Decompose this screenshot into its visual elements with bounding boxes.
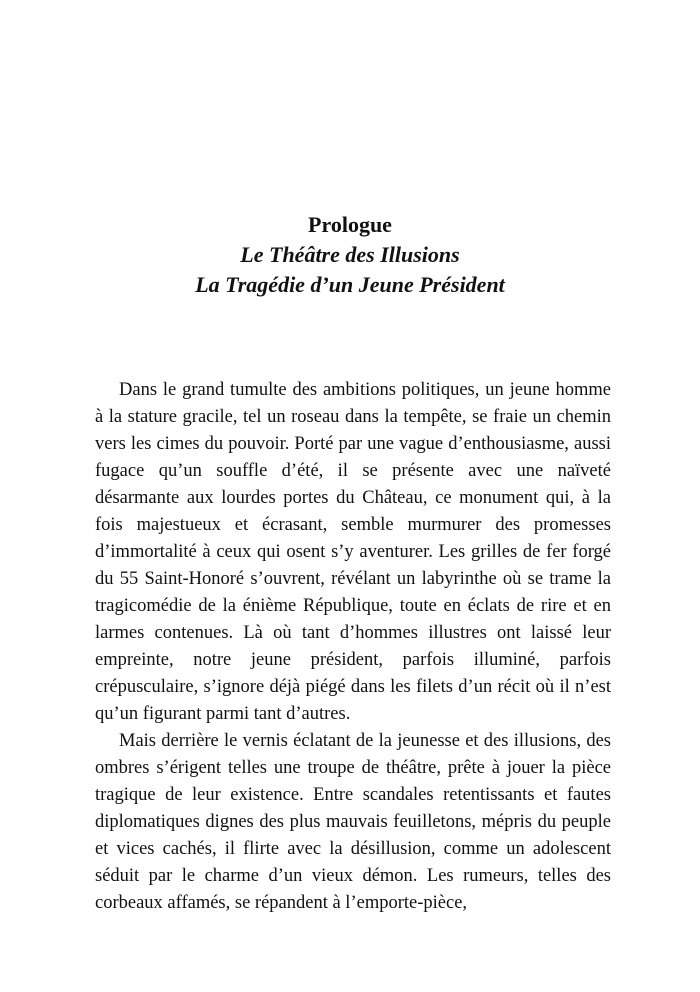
chapter-title: Prologue [308,212,392,237]
chapter-subtitle-1: Le Théâtre des Illusions [240,242,460,267]
paragraph-2: Mais derrière le vernis éclatant de la jeunesse et des illusions, des ombres s’érigent telles une troupe de théâtre, prête à jouer la pièce tragique de leur existence. Entre scandales retentissants et fautes diplomatiques dignes des plus mauvais feuilletons, mépris du peuple et vices cachés, il flirte avec la désillusion, comme un adolescent séduit par le charme d’un vieux démon. Les rumeurs, telles des corbeaux affamés, se répandent à l’emporte-pièce, [95,731,611,913]
chapter-subtitle-2: La Tragédie d’un Jeune Président [195,272,505,297]
paragraph-1: Dans le grand tumulte des ambitions politiques, un jeune homme à la stature gracile, tel un roseau dans la tempête, se fraie un chemin vers les cimes du pouvoir. Porté par une vague d’enthousiasme, aussi fugace qu’un souffle d’été, il se présente avec une naïveté désarmante aux lourdes portes du Château, ce monument qui, à la fois majestueux et écrasant, semble murmurer des promesses d’immortalité à ceux qui osent s’y aventurer. Les grilles de fer forgé du 55 Saint-Honoré s’ouvrent, révélant un labyrinthe où se trame la tragicomédie de la énième République, toute en éclats de rire et en larmes contenues. Là où tant d’hommes illustres ont laissé leur empreinte, notre jeune président, parfois illuminé, parfois crépusculaire, s’ignore déjà piégé dans les filets d’un récit où il n’est qu’un figurant parmi tant d’autres. [95,380,611,724]
body-text [95,377,611,917]
chapter-heading [0,210,700,300]
